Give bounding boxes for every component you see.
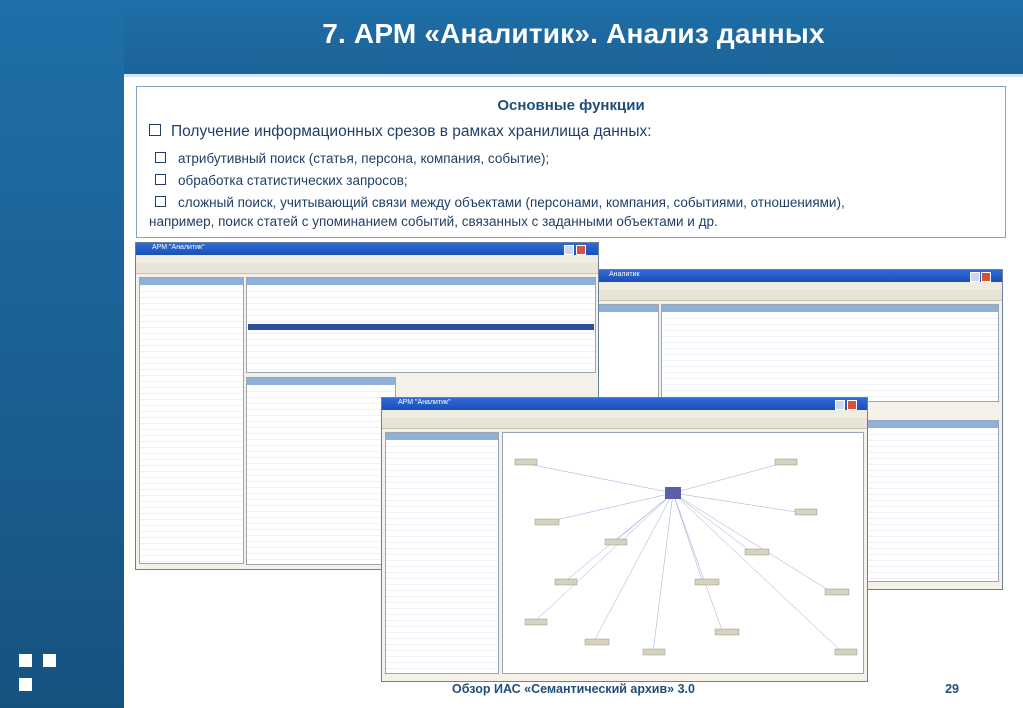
menu-bar[interactable] <box>593 282 1002 290</box>
close-button[interactable] <box>847 400 857 410</box>
bullet-item: сложный поиск, учитывающий связи между объектами (персонами, компания, событиями, отношениями), <box>155 193 845 212</box>
logo-square-2 <box>43 654 56 667</box>
bullet-item: атрибутивный поиск (статья, персона, компания, событие); <box>155 149 549 168</box>
results-table[interactable] <box>246 277 596 373</box>
window-titlebar: АРМ "Аналитик" <box>136 243 598 255</box>
minimize-button[interactable] <box>970 272 980 282</box>
logo-square-1 <box>19 654 32 667</box>
bullet-item: обработка статистических запросов; <box>155 171 408 190</box>
tree-panel[interactable] <box>385 432 499 674</box>
slide-title: 7. АРМ «Аналитик». Анализ данных <box>322 18 825 49</box>
toolbar[interactable] <box>136 263 598 274</box>
main-point-text: Получение информационных срезов в рамках хранилища данных: <box>171 123 652 140</box>
toolbar[interactable] <box>593 290 1002 301</box>
selected-row[interactable] <box>248 324 594 330</box>
title-bar <box>124 0 1023 74</box>
functions-box <box>136 86 1006 238</box>
toolbar[interactable] <box>382 418 867 429</box>
slide-footer <box>124 676 1023 700</box>
details-panel[interactable] <box>863 420 999 582</box>
box-heading: Основные функции <box>497 97 645 114</box>
checkbox-bullet-icon <box>155 174 166 185</box>
close-button[interactable] <box>576 245 586 255</box>
window-titlebar: Аналитик <box>593 270 1002 282</box>
relationship-graph[interactable] <box>502 432 864 674</box>
minimize-button[interactable] <box>564 245 574 255</box>
close-button[interactable] <box>981 272 991 282</box>
checkbox-bullet-icon <box>149 124 161 136</box>
screenshot-center <box>381 397 868 682</box>
window-titlebar: АРМ "Аналитик" <box>382 398 867 410</box>
footer-text: Обзор ИАС «Семантический архив» 3.0 <box>452 682 695 696</box>
properties-panel[interactable] <box>246 377 396 565</box>
graph-canvas <box>503 433 863 673</box>
tree-panel[interactable] <box>139 277 244 564</box>
checkbox-bullet-icon <box>155 196 166 207</box>
title-underline <box>124 74 1023 77</box>
central-node[interactable] <box>665 487 681 499</box>
checkbox-bullet-icon <box>155 152 166 163</box>
logo-square-3 <box>19 678 32 691</box>
bullet-item-continuation: например, поиск статей с упоминанием событий, связанных с заданными объектами и др. <box>149 214 718 229</box>
minimize-button[interactable] <box>835 400 845 410</box>
page-number: 29 <box>945 682 959 696</box>
menu-bar[interactable] <box>382 410 867 418</box>
menu-bar[interactable] <box>136 255 598 263</box>
results-table[interactable] <box>661 304 999 402</box>
main-point <box>149 123 652 141</box>
left-sidebar-band <box>0 0 124 708</box>
